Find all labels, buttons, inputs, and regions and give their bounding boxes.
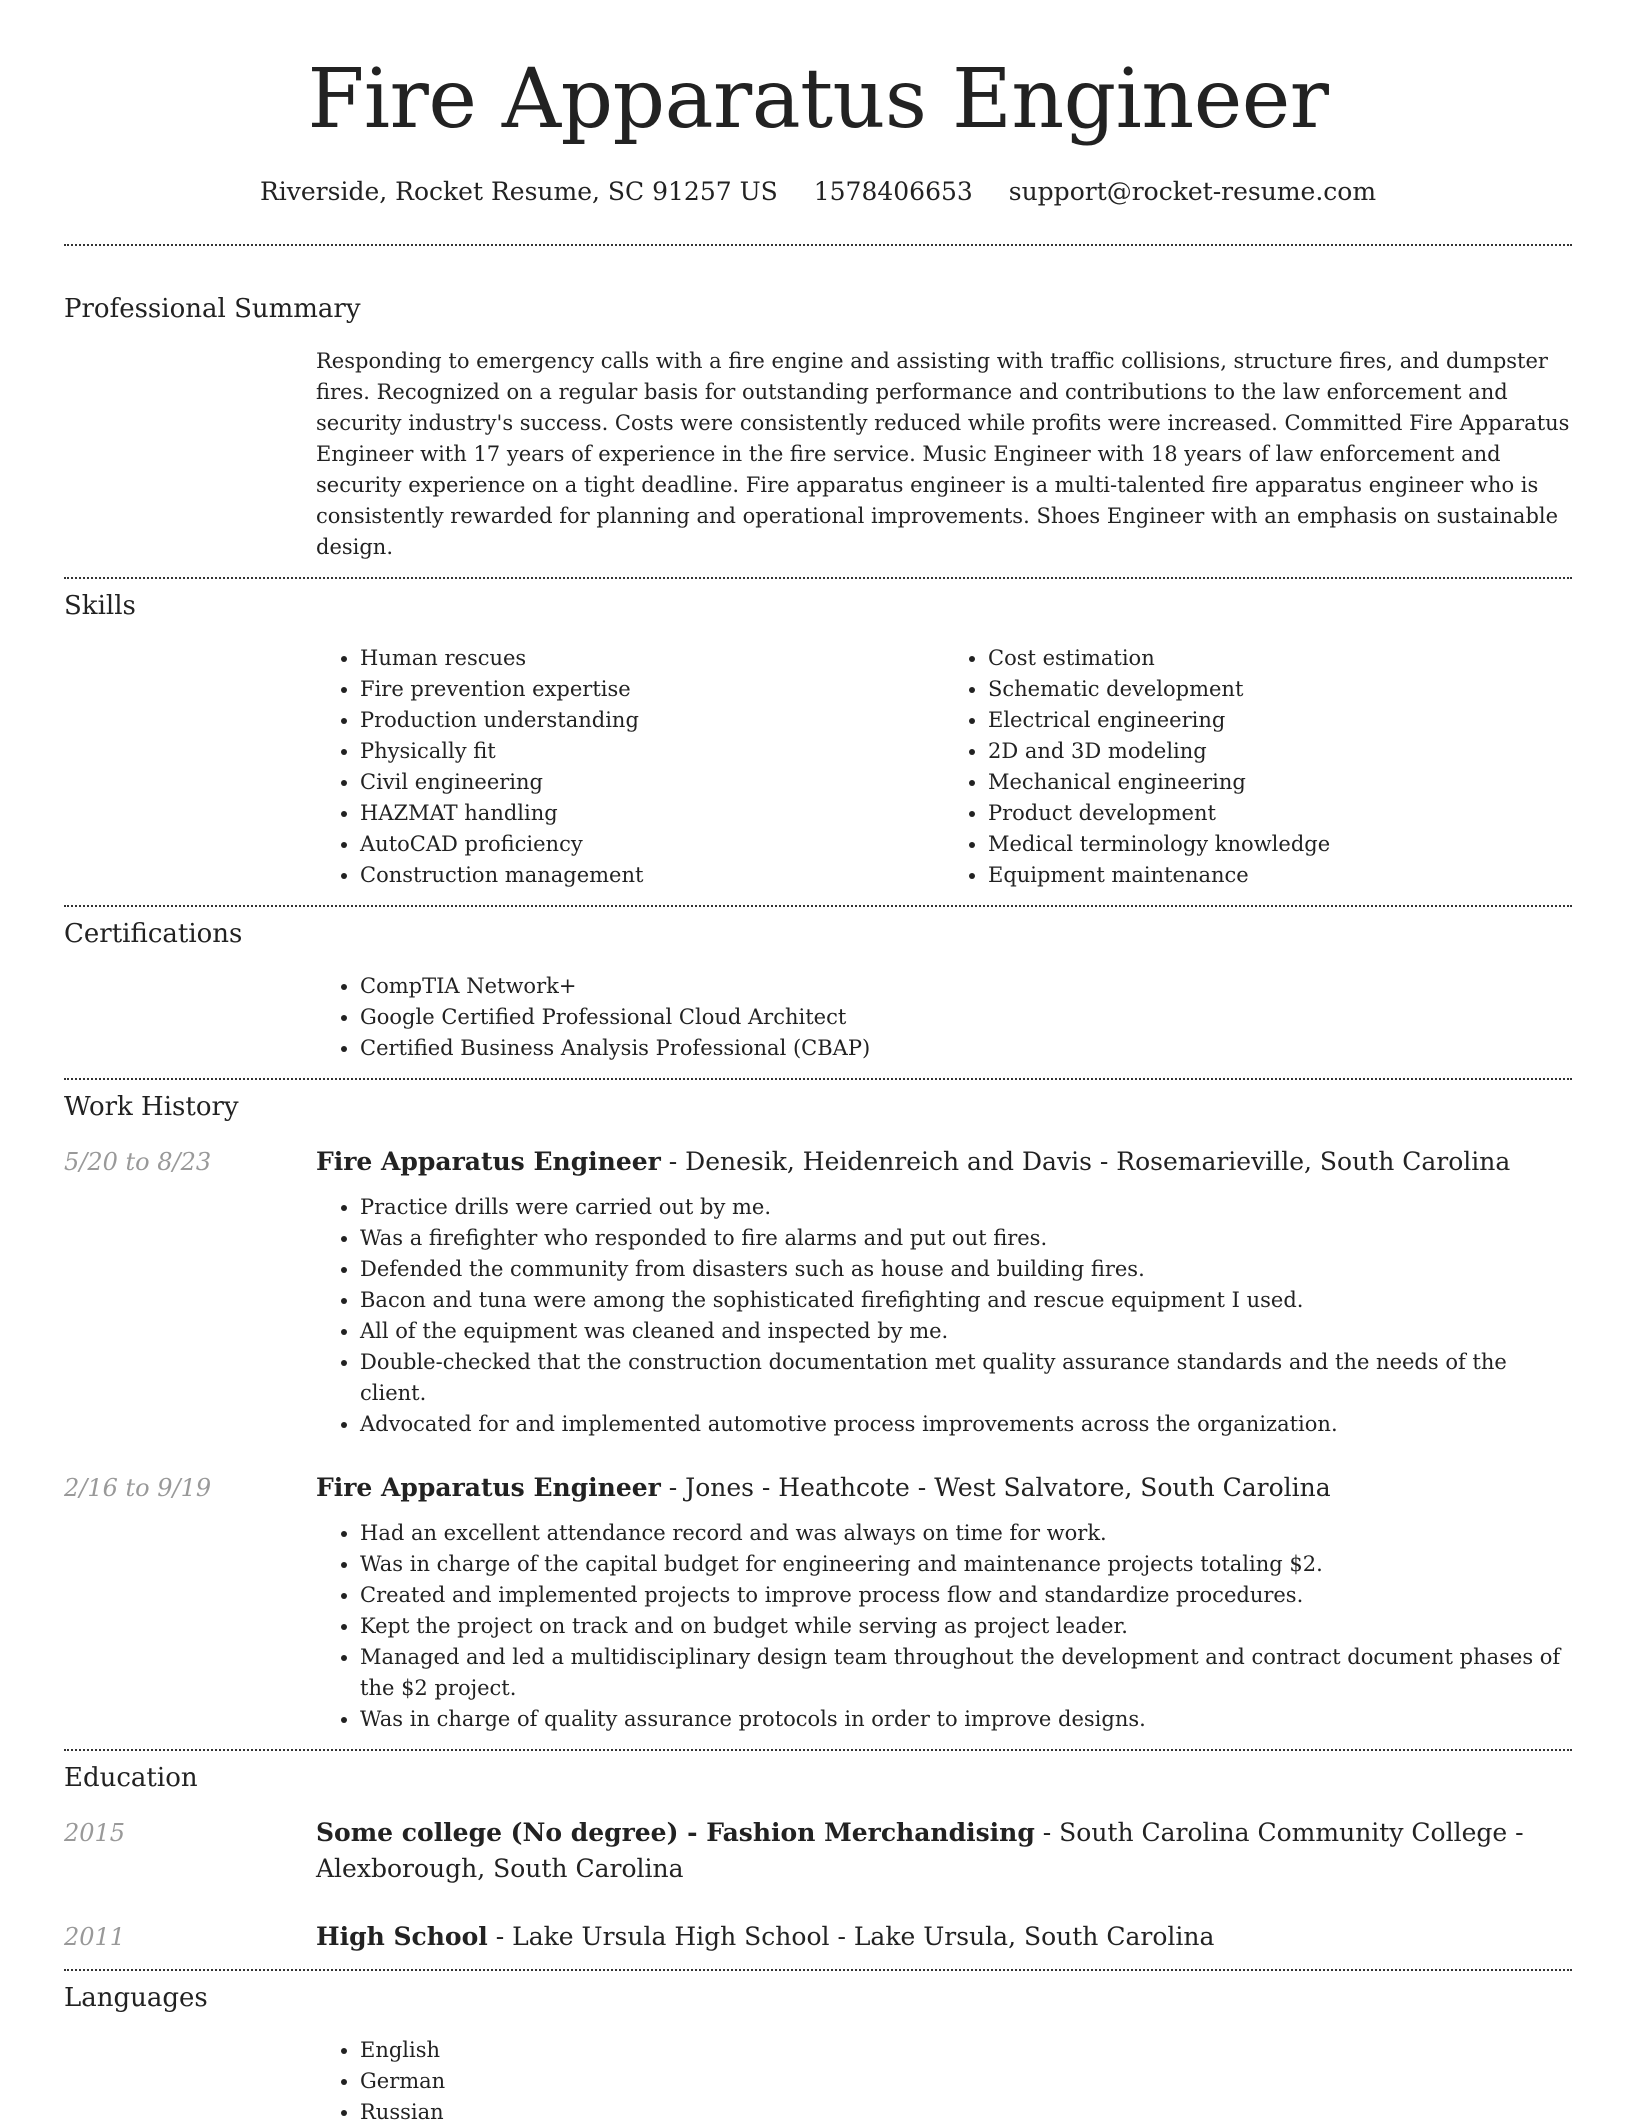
section-certifications [64, 907, 1572, 1078]
contact-line [64, 174, 1572, 210]
section-title-certifications: Certifications [64, 919, 243, 949]
skill-item: • AutoCAD proficiency [360, 829, 944, 860]
job-bullet: • Defended the community from disasters such as house and building fires. [360, 1254, 1572, 1285]
section-title-languages: Languages [64, 1983, 208, 2013]
skill-item: • Electrical engineering [988, 705, 1572, 736]
job-company: - Jones - Heathcote - West Salvatore, South Carolina [660, 1473, 1331, 1502]
job-role: Fire Apparatus Engineer [316, 1147, 661, 1176]
job-bullet: • Was a firefighter who responded to fire alarms and put out fires. [360, 1223, 1572, 1254]
resume-name: Fire Apparatus Engineer [307, 52, 1329, 147]
job-bullet: • Was in charge of the capital budget for engineering and maintenance projects totaling $2. [360, 1549, 1572, 1580]
skill-item: • Civil engineering [360, 767, 944, 798]
job-bullet: • Created and implemented projects to improve process flow and standardize procedures. [360, 1580, 1572, 1611]
job-bullet: • Managed and led a multidisciplinary design team throughout the development and contract document phases of the $2 project. [360, 1642, 1572, 1704]
job-bullets [316, 1518, 1572, 1735]
job-bullet: • Was in charge of quality assurance protocols in order to improve designs. [360, 1704, 1572, 1735]
section-work-history [64, 1080, 1572, 1749]
education-degree: Some college (No degree) - Fashion Merchandising [316, 1818, 1035, 1847]
education-year: 2015 [64, 1819, 126, 1847]
section-summary [64, 246, 1572, 577]
education-heading [316, 1815, 1572, 1887]
contact-address: Riverside, Rocket Resume, SC 91257 US [259, 177, 778, 206]
skill-item: • Construction management [360, 860, 944, 891]
job-bullet: • Had an excellent attendance record and was always on time for work. [360, 1518, 1572, 1549]
certification-item: • Certified Business Analysis Professional (CBAP) [360, 1033, 1572, 1064]
education-school: - Lake Ursula High School - Lake Ursula, South Carolina [487, 1922, 1215, 1951]
education-degree: High School [316, 1922, 488, 1951]
education-heading [316, 1919, 1572, 1955]
skill-item: • Product development [988, 798, 1572, 829]
languages-list [316, 2035, 1572, 2128]
language-item: • German [360, 2066, 1572, 2097]
section-education [64, 1751, 1572, 1969]
job-bullet: • Kept the project on track and on budget while serving as project leader. [360, 1611, 1572, 1642]
skill-item: • Schematic development [988, 674, 1572, 705]
skill-item: • HAZMAT handling [360, 798, 944, 829]
skill-item: • Equipment maintenance [988, 860, 1572, 891]
education-year: 2011 [64, 1923, 126, 1951]
summary-text: Responding to emergency calls with a fire engine and assisting with traffic collisions, structure fires, and dumpster fires. Recognized on a regular basis for outstanding performance and contributions to the law enforcement and security industry's success. Costs were consistently reduced while profits were increased. Committed Fire Apparatus Engineer with 17 years of experience in the fire service. Music Engineer with 18 years of law enforcement and security experience on a tight deadline. Fire apparatus engineer is a multi-talented fire apparatus engineer who is consistently rewarded for planning and operational improvements. Shoes Engineer with an emphasis on sustainable design. [316, 349, 1570, 559]
job-dates: 2/16 to 9/19 [64, 1474, 212, 1502]
job-bullet: • Practice drills were carried out by me. [360, 1192, 1572, 1223]
education-entry [64, 1919, 1572, 1955]
skill-item: • Mechanical engineering [988, 767, 1572, 798]
skill-item: • 2D and 3D modeling [988, 736, 1572, 767]
job-bullets [316, 1192, 1572, 1440]
job-bullet: • Advocated for and implemented automotive process improvements across the organization. [360, 1409, 1572, 1440]
section-languages [64, 1971, 1572, 2128]
language-item: • English [360, 2035, 1572, 2066]
skill-item: • Fire prevention expertise [360, 674, 944, 705]
section-title-summary: Professional Summary [64, 294, 361, 324]
section-title-education: Education [64, 1763, 198, 1793]
skill-item: • Human rescues [360, 643, 944, 674]
section-skills [64, 579, 1572, 905]
skills-list-right [944, 643, 1572, 891]
skill-item: • Physically fit [360, 736, 944, 767]
job-entry [64, 1144, 1572, 1440]
job-entry [64, 1470, 1572, 1735]
section-title-skills: Skills [64, 591, 136, 621]
certification-item: • Google Certified Professional Cloud Architect [360, 1002, 1572, 1033]
skills-list-left [316, 643, 944, 891]
education-entry [64, 1815, 1572, 1887]
contact-email: support@rocket-resume.com [1008, 177, 1377, 206]
job-heading [316, 1144, 1572, 1180]
certifications-list [316, 971, 1572, 1064]
job-company: - Denesik, Heidenreich and Davis - Rosemarieville, South Carolina [660, 1147, 1511, 1176]
job-bullet: • All of the equipment was cleaned and inspected by me. [360, 1316, 1572, 1347]
education-school: - South Carolina Community College - Alexborough, South Carolina [316, 1818, 1524, 1883]
job-bullet: • Bacon and tuna were among the sophisticated firefighting and rescue equipment I used. [360, 1285, 1572, 1316]
job-bullet: • Double-checked that the construction documentation met quality assurance standards and the needs of the client. [360, 1347, 1572, 1409]
skill-item: • Production understanding [360, 705, 944, 736]
section-title-work-history: Work History [64, 1092, 239, 1122]
job-heading [316, 1470, 1572, 1506]
certification-item: • CompTIA Network+ [360, 971, 1572, 1002]
contact-phone: 1578406653 [813, 177, 973, 206]
skill-item: • Cost estimation [988, 643, 1572, 674]
job-role: Fire Apparatus Engineer [316, 1473, 661, 1502]
job-dates: 5/20 to 8/23 [64, 1148, 212, 1176]
language-item: • Russian [360, 2097, 1572, 2128]
skill-item: • Medical terminology knowledge [988, 829, 1572, 860]
